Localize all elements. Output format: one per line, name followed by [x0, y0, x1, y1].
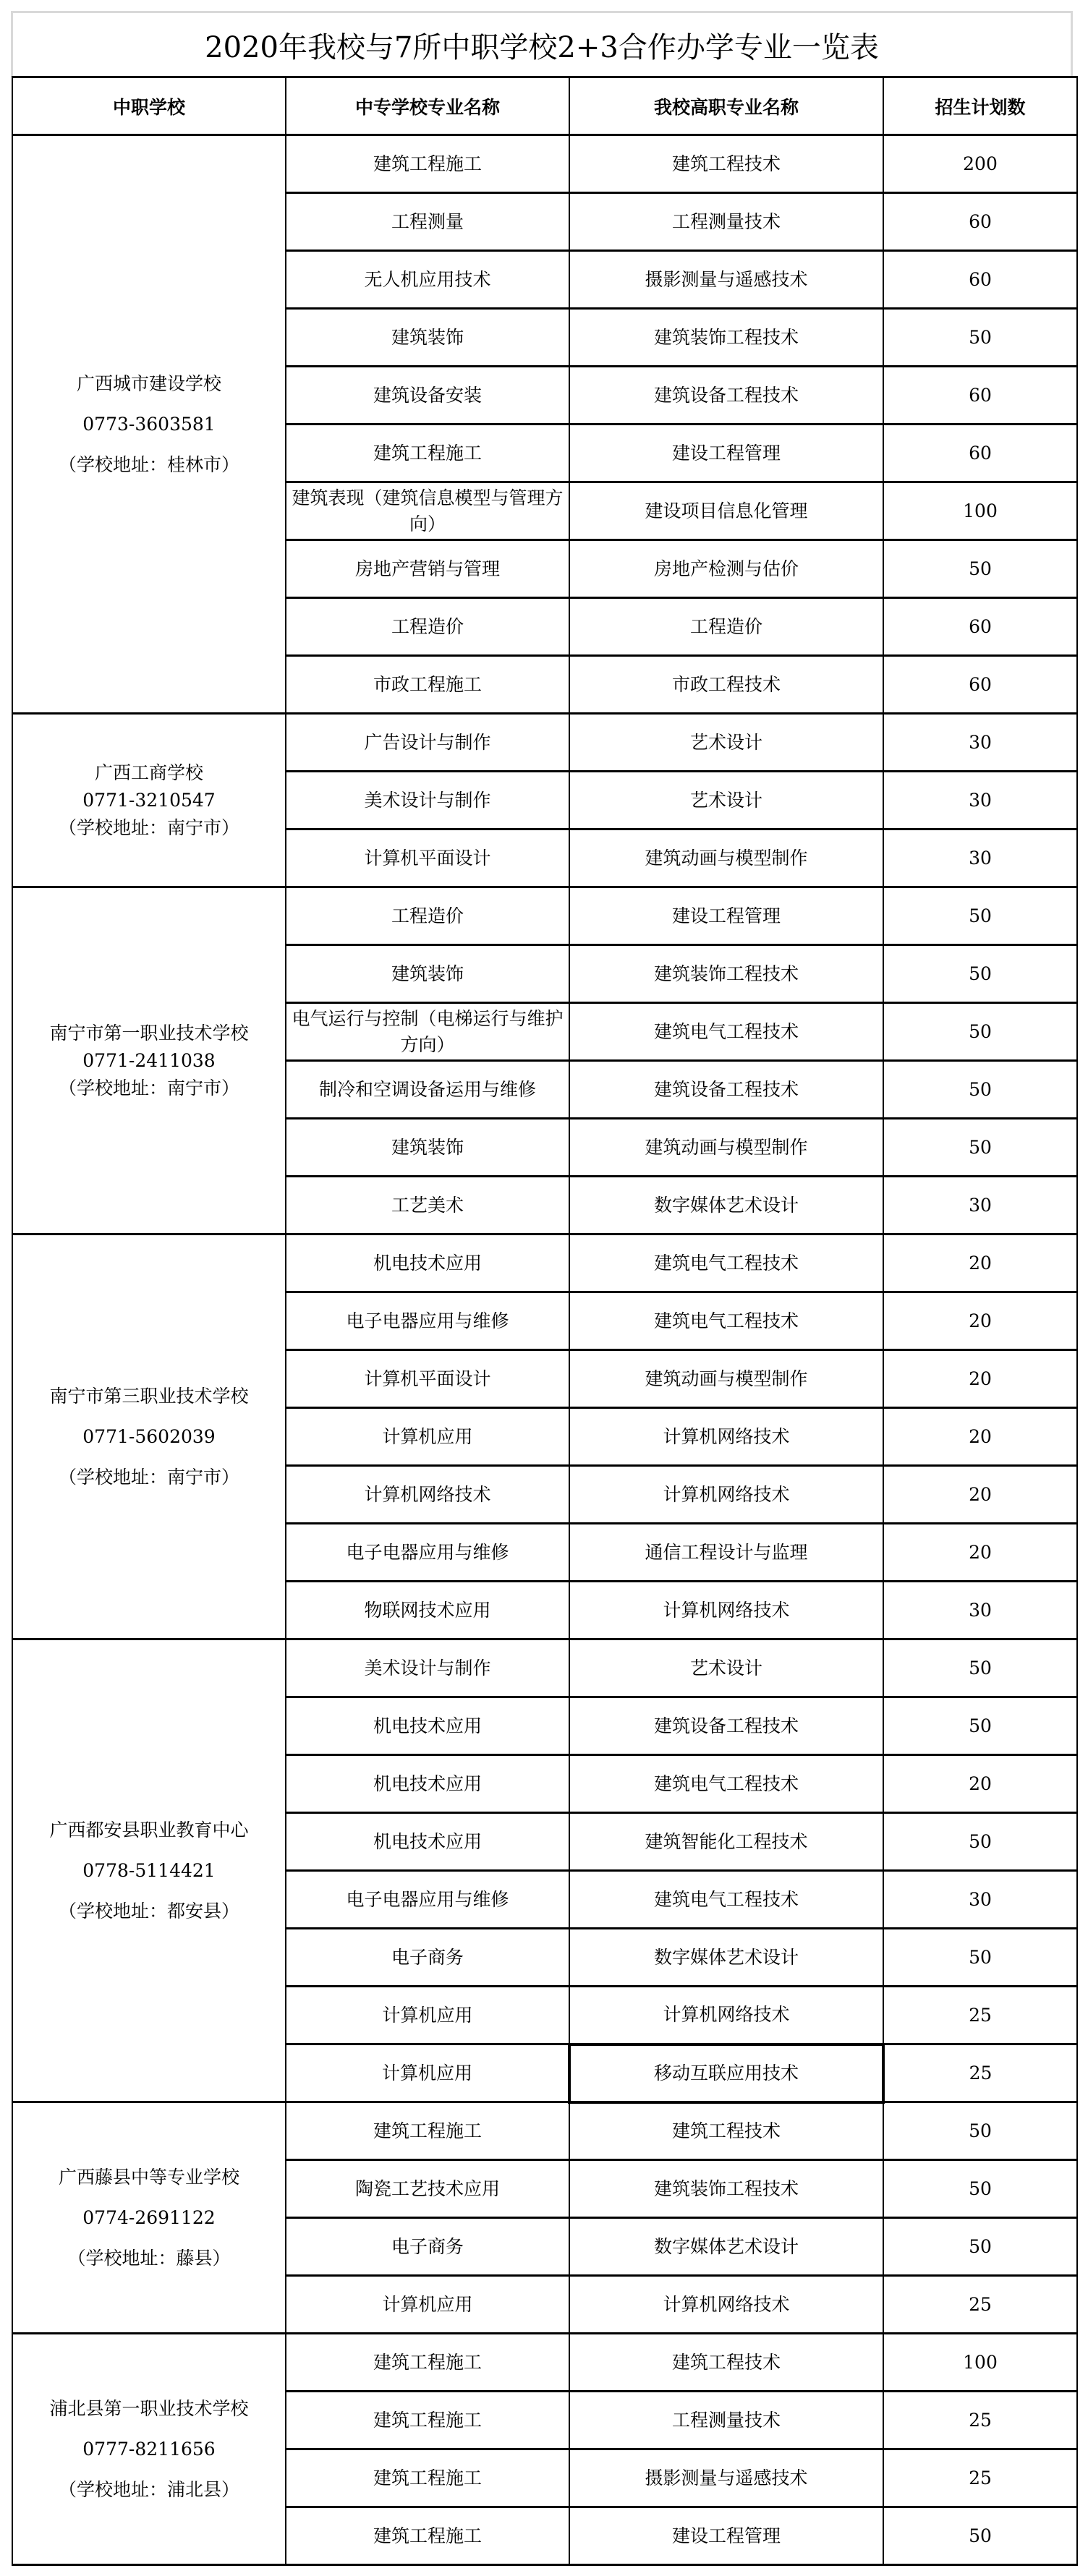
table-row [12, 135, 1077, 193]
college-major-cell[interactable]: 建设工程管理 [569, 2507, 883, 2565]
college-major-cell[interactable]: 建筑智能化工程技术 [569, 1813, 883, 1871]
college-major-cell[interactable]: 建筑装饰工程技术 [569, 2160, 883, 2218]
quota-cell[interactable]: 200 [883, 135, 1077, 193]
college-major-cell[interactable]: 工程造价 [569, 598, 883, 656]
table-row [12, 2102, 1077, 2160]
school-phone: 0771-5602039 [82, 1425, 216, 1447]
college-major-cell[interactable]: 数字媒体艺术设计 [569, 2218, 883, 2276]
header-secondary-major[interactable]: 中专学校专业名称 [286, 77, 569, 135]
secondary-major-cell[interactable]: 工程造价 [286, 887, 569, 945]
college-major-cell[interactable]: 建筑工程技术 [569, 2102, 883, 2160]
school-name: 南宁市第一职业技术学校 [49, 1022, 249, 1044]
college-major-cell[interactable]: 建筑动画与模型制作 [569, 829, 883, 887]
quota-cell[interactable]: 50 [883, 2102, 1077, 2160]
quota-cell[interactable]: 50 [883, 2160, 1077, 2218]
secondary-major-cell[interactable]: 建筑工程施工 [286, 2102, 569, 2160]
school-address: （学校地址：藤县） [67, 2247, 231, 2269]
quota-cell[interactable]: 25 [883, 2449, 1077, 2507]
header-school[interactable]: 中职学校 [12, 77, 286, 135]
college-major-cell[interactable]: 建筑电气工程技术 [569, 1871, 883, 1929]
quota-cell[interactable]: 100 [883, 482, 1077, 540]
secondary-major-cell[interactable]: 计算机应用 [286, 1408, 569, 1466]
college-major-cell[interactable]: 摄影测量与遥感技术 [569, 251, 883, 309]
secondary-major-cell[interactable]: 无人机应用技术 [286, 251, 569, 309]
secondary-major-cell[interactable]: 计算机应用 [286, 1987, 569, 2044]
quota-cell[interactable]: 30 [883, 1177, 1077, 1234]
header-quota[interactable]: 招生计划数 [883, 77, 1077, 135]
school-phone: 0777-8211656 [82, 2438, 216, 2460]
selected-college-major-cell[interactable]: 移动互联应用技术 [569, 2044, 883, 2102]
school-phone: 0778-5114421 [82, 1859, 216, 1881]
quota-cell[interactable]: 50 [883, 887, 1077, 945]
school-cell[interactable] [12, 135, 286, 714]
college-major-cell[interactable]: 建筑装饰工程技术 [569, 945, 883, 1003]
quota-cell[interactable]: 50 [883, 1697, 1077, 1755]
secondary-major-cell[interactable]: 建筑装饰 [286, 1119, 569, 1177]
quota-cell[interactable]: 50 [883, 540, 1077, 598]
secondary-major-cell[interactable]: 机电技术应用 [286, 1813, 569, 1871]
college-major-cell[interactable]: 建筑电气工程技术 [569, 1755, 883, 1813]
school-cell[interactable] [12, 887, 286, 1234]
secondary-major-cell[interactable]: 机电技术应用 [286, 1755, 569, 1813]
college-major-cell[interactable]: 计算机网络技术 [569, 1987, 883, 2044]
secondary-major-cell[interactable]: 计算机应用 [286, 2276, 569, 2334]
college-major-cell[interactable]: 计算机网络技术 [569, 1582, 883, 1639]
secondary-major-cell[interactable]: 建筑工程施工 [286, 2449, 569, 2507]
table-row [12, 1639, 1077, 1697]
school-address: （学校地址：都安县） [58, 1900, 239, 1922]
school-name: 广西藤县中等专业学校 [58, 2166, 239, 2188]
table-body [12, 135, 1077, 2565]
quota-cell[interactable]: 60 [883, 251, 1077, 309]
quota-cell[interactable]: 60 [883, 193, 1077, 251]
table-row [12, 887, 1077, 945]
quota-cell[interactable]: 20 [883, 1350, 1077, 1408]
quota-cell[interactable]: 20 [883, 1466, 1077, 1524]
secondary-major-cell[interactable]: 机电技术应用 [286, 1234, 569, 1292]
quota-cell[interactable]: 50 [883, 1813, 1077, 1871]
school-name: 广西都安县职业教育中心 [49, 1819, 249, 1841]
school-phone: 0771-2411038 [82, 1049, 216, 1071]
college-major-cell[interactable]: 工程测量技术 [569, 193, 883, 251]
college-major-cell[interactable]: 建筑工程技术 [569, 2334, 883, 2392]
quota-cell[interactable]: 50 [883, 1929, 1077, 1987]
quota-cell[interactable]: 20 [883, 1408, 1077, 1466]
secondary-major-cell[interactable]: 物联网技术应用 [286, 1582, 569, 1639]
secondary-major-cell[interactable]: 建筑表现（建筑信息模型与管理方向） [286, 482, 569, 540]
quota-cell[interactable]: 50 [883, 2507, 1077, 2565]
school-name: 南宁市第三职业技术学校 [49, 1385, 249, 1407]
quota-cell[interactable]: 20 [883, 1524, 1077, 1582]
quota-cell[interactable]: 25 [883, 2392, 1077, 2449]
secondary-major-cell[interactable]: 广告设计与制作 [286, 714, 569, 772]
secondary-major-cell[interactable]: 建筑装饰 [286, 309, 569, 367]
college-major-cell[interactable]: 摄影测量与遥感技术 [569, 2449, 883, 2507]
quota-cell[interactable]: 25 [883, 2276, 1077, 2334]
quota-cell[interactable]: 20 [883, 1234, 1077, 1292]
quota-cell[interactable]: 30 [883, 714, 1077, 772]
college-major-cell[interactable]: 计算机网络技术 [569, 1466, 883, 1524]
college-major-cell[interactable]: 计算机网络技术 [569, 2276, 883, 2334]
quota-cell[interactable]: 60 [883, 598, 1077, 656]
secondary-major-cell[interactable]: 电子电器应用与维修 [286, 1524, 569, 1582]
secondary-major-cell[interactable]: 计算机应用 [286, 2044, 569, 2102]
school-address: （学校地址：桂林市） [58, 453, 239, 475]
quota-cell[interactable]: 50 [883, 1061, 1077, 1119]
college-major-cell[interactable]: 建筑设备工程技术 [569, 1697, 883, 1755]
quota-cell[interactable]: 50 [883, 2218, 1077, 2276]
college-major-cell[interactable]: 建筑电气工程技术 [569, 1292, 883, 1350]
page-title: 2020年我校与7所中职学校2+3合作办学专业一览表 [205, 30, 879, 64]
college-major-cell[interactable]: 建设工程管理 [569, 887, 883, 945]
college-major-cell[interactable]: 建筑设备工程技术 [569, 1061, 883, 1119]
quota-cell[interactable]: 50 [883, 945, 1077, 1003]
quota-cell[interactable]: 20 [883, 1755, 1077, 1813]
school-address: （学校地址：南宁市） [58, 1466, 239, 1488]
quota-cell[interactable]: 20 [883, 1292, 1077, 1350]
college-major-cell[interactable]: 数字媒体艺术设计 [569, 1177, 883, 1234]
table-row [12, 714, 1077, 772]
quota-cell[interactable]: 60 [883, 656, 1077, 714]
school-cell[interactable] [12, 714, 286, 887]
secondary-major-cell[interactable]: 建筑工程施工 [286, 135, 569, 193]
secondary-major-cell[interactable]: 建筑装饰 [286, 945, 569, 1003]
quota-cell[interactable]: 30 [883, 1582, 1077, 1639]
secondary-major-cell[interactable]: 计算机平面设计 [286, 829, 569, 887]
secondary-major-cell[interactable]: 陶瓷工艺技术应用 [286, 2160, 569, 2218]
school-name: 浦北县第一职业技术学校 [49, 2397, 249, 2419]
college-major-cell[interactable]: 艺术设计 [569, 772, 883, 829]
college-major-cell[interactable]: 艺术设计 [569, 714, 883, 772]
college-major-cell[interactable]: 建筑装饰工程技术 [569, 309, 883, 367]
secondary-major-cell[interactable]: 工程测量 [286, 193, 569, 251]
secondary-major-cell[interactable]: 电子商务 [286, 2218, 569, 2276]
quota-cell[interactable]: 25 [883, 1987, 1077, 2044]
secondary-major-cell[interactable]: 工艺美术 [286, 1177, 569, 1234]
secondary-major-cell[interactable]: 美术设计与制作 [286, 1639, 569, 1697]
table-row [12, 2334, 1077, 2392]
quota-cell[interactable]: 50 [883, 1639, 1077, 1697]
title-box [11, 11, 1073, 77]
quota-cell[interactable]: 25 [883, 2044, 1077, 2102]
college-major-cell[interactable]: 数字媒体艺术设计 [569, 1929, 883, 1987]
school-name: 广西城市建设学校 [76, 372, 221, 394]
secondary-major-cell[interactable]: 机电技术应用 [286, 1697, 569, 1755]
secondary-major-cell[interactable]: 建筑设备安装 [286, 367, 569, 425]
college-major-cell[interactable]: 市政工程技术 [569, 656, 883, 714]
quota-cell[interactable]: 50 [883, 1003, 1077, 1061]
college-major-cell[interactable]: 建筑设备工程技术 [569, 367, 883, 425]
quota-cell[interactable]: 50 [883, 309, 1077, 367]
secondary-major-cell[interactable]: 美术设计与制作 [286, 772, 569, 829]
secondary-major-cell[interactable]: 电子电器应用与维修 [286, 1871, 569, 1929]
school-phone: 0774-2691122 [82, 2206, 216, 2228]
program-table [12, 76, 1078, 2566]
school-phone: 0771-3210547 [82, 789, 216, 811]
table-row [12, 1234, 1077, 1292]
college-major-cell[interactable]: 艺术设计 [569, 1639, 883, 1697]
college-major-cell[interactable]: 建设工程管理 [569, 425, 883, 482]
college-major-cell[interactable]: 建筑动画与模型制作 [569, 1350, 883, 1408]
college-major-cell[interactable]: 建筑动画与模型制作 [569, 1119, 883, 1177]
school-address: （学校地址：南宁市） [58, 816, 239, 838]
secondary-major-cell[interactable]: 工程造价 [286, 598, 569, 656]
secondary-major-cell[interactable]: 制冷和空调设备运用与维修 [286, 1061, 569, 1119]
quota-cell[interactable]: 30 [883, 1871, 1077, 1929]
college-major-cell[interactable]: 建筑电气工程技术 [569, 1234, 883, 1292]
school-cell[interactable] [12, 2102, 286, 2334]
secondary-major-cell[interactable]: 计算机网络技术 [286, 1466, 569, 1524]
school-name: 广西工商学校 [94, 762, 203, 783]
school-phone: 0773-3603581 [82, 413, 216, 435]
college-major-cell[interactable]: 房地产检测与估价 [569, 540, 883, 598]
secondary-major-cell[interactable]: 市政工程施工 [286, 656, 569, 714]
quota-cell[interactable]: 30 [883, 829, 1077, 887]
secondary-major-cell[interactable]: 计算机平面设计 [286, 1350, 569, 1408]
school-cell[interactable] [12, 1639, 286, 2102]
quota-cell[interactable]: 30 [883, 772, 1077, 829]
secondary-major-cell[interactable]: 房地产营销与管理 [286, 540, 569, 598]
secondary-major-cell[interactable]: 建筑工程施工 [286, 2507, 569, 2565]
school-address: （学校地址：南宁市） [58, 1077, 239, 1099]
college-major-cell[interactable]: 计算机网络技术 [569, 1408, 883, 1466]
secondary-major-cell[interactable]: 电子电器应用与维修 [286, 1292, 569, 1350]
school-cell[interactable] [12, 2334, 286, 2565]
secondary-major-cell[interactable]: 建筑工程施工 [286, 425, 569, 482]
secondary-major-cell[interactable]: 建筑工程施工 [286, 2334, 569, 2392]
college-major-cell[interactable]: 建设项目信息化管理 [569, 482, 883, 540]
secondary-major-cell[interactable]: 电气运行与控制（电梯运行与维护方向） [286, 1003, 569, 1061]
quota-cell[interactable]: 100 [883, 2334, 1077, 2392]
college-major-cell[interactable]: 通信工程设计与监理 [569, 1524, 883, 1582]
secondary-major-cell[interactable]: 电子商务 [286, 1929, 569, 1987]
quota-cell[interactable]: 50 [883, 1119, 1077, 1177]
school-cell[interactable] [12, 1234, 286, 1639]
quota-cell[interactable]: 60 [883, 367, 1077, 425]
college-major-cell[interactable]: 工程测量技术 [569, 2392, 883, 2449]
college-major-cell[interactable]: 建筑电气工程技术 [569, 1003, 883, 1061]
quota-cell[interactable]: 60 [883, 425, 1077, 482]
header-college-major[interactable]: 我校高职专业名称 [569, 77, 883, 135]
school-address: （学校地址：浦北县） [58, 2478, 239, 2500]
college-major-cell[interactable]: 建筑工程技术 [569, 135, 883, 193]
header-row [12, 77, 1077, 135]
secondary-major-cell[interactable]: 建筑工程施工 [286, 2392, 569, 2449]
